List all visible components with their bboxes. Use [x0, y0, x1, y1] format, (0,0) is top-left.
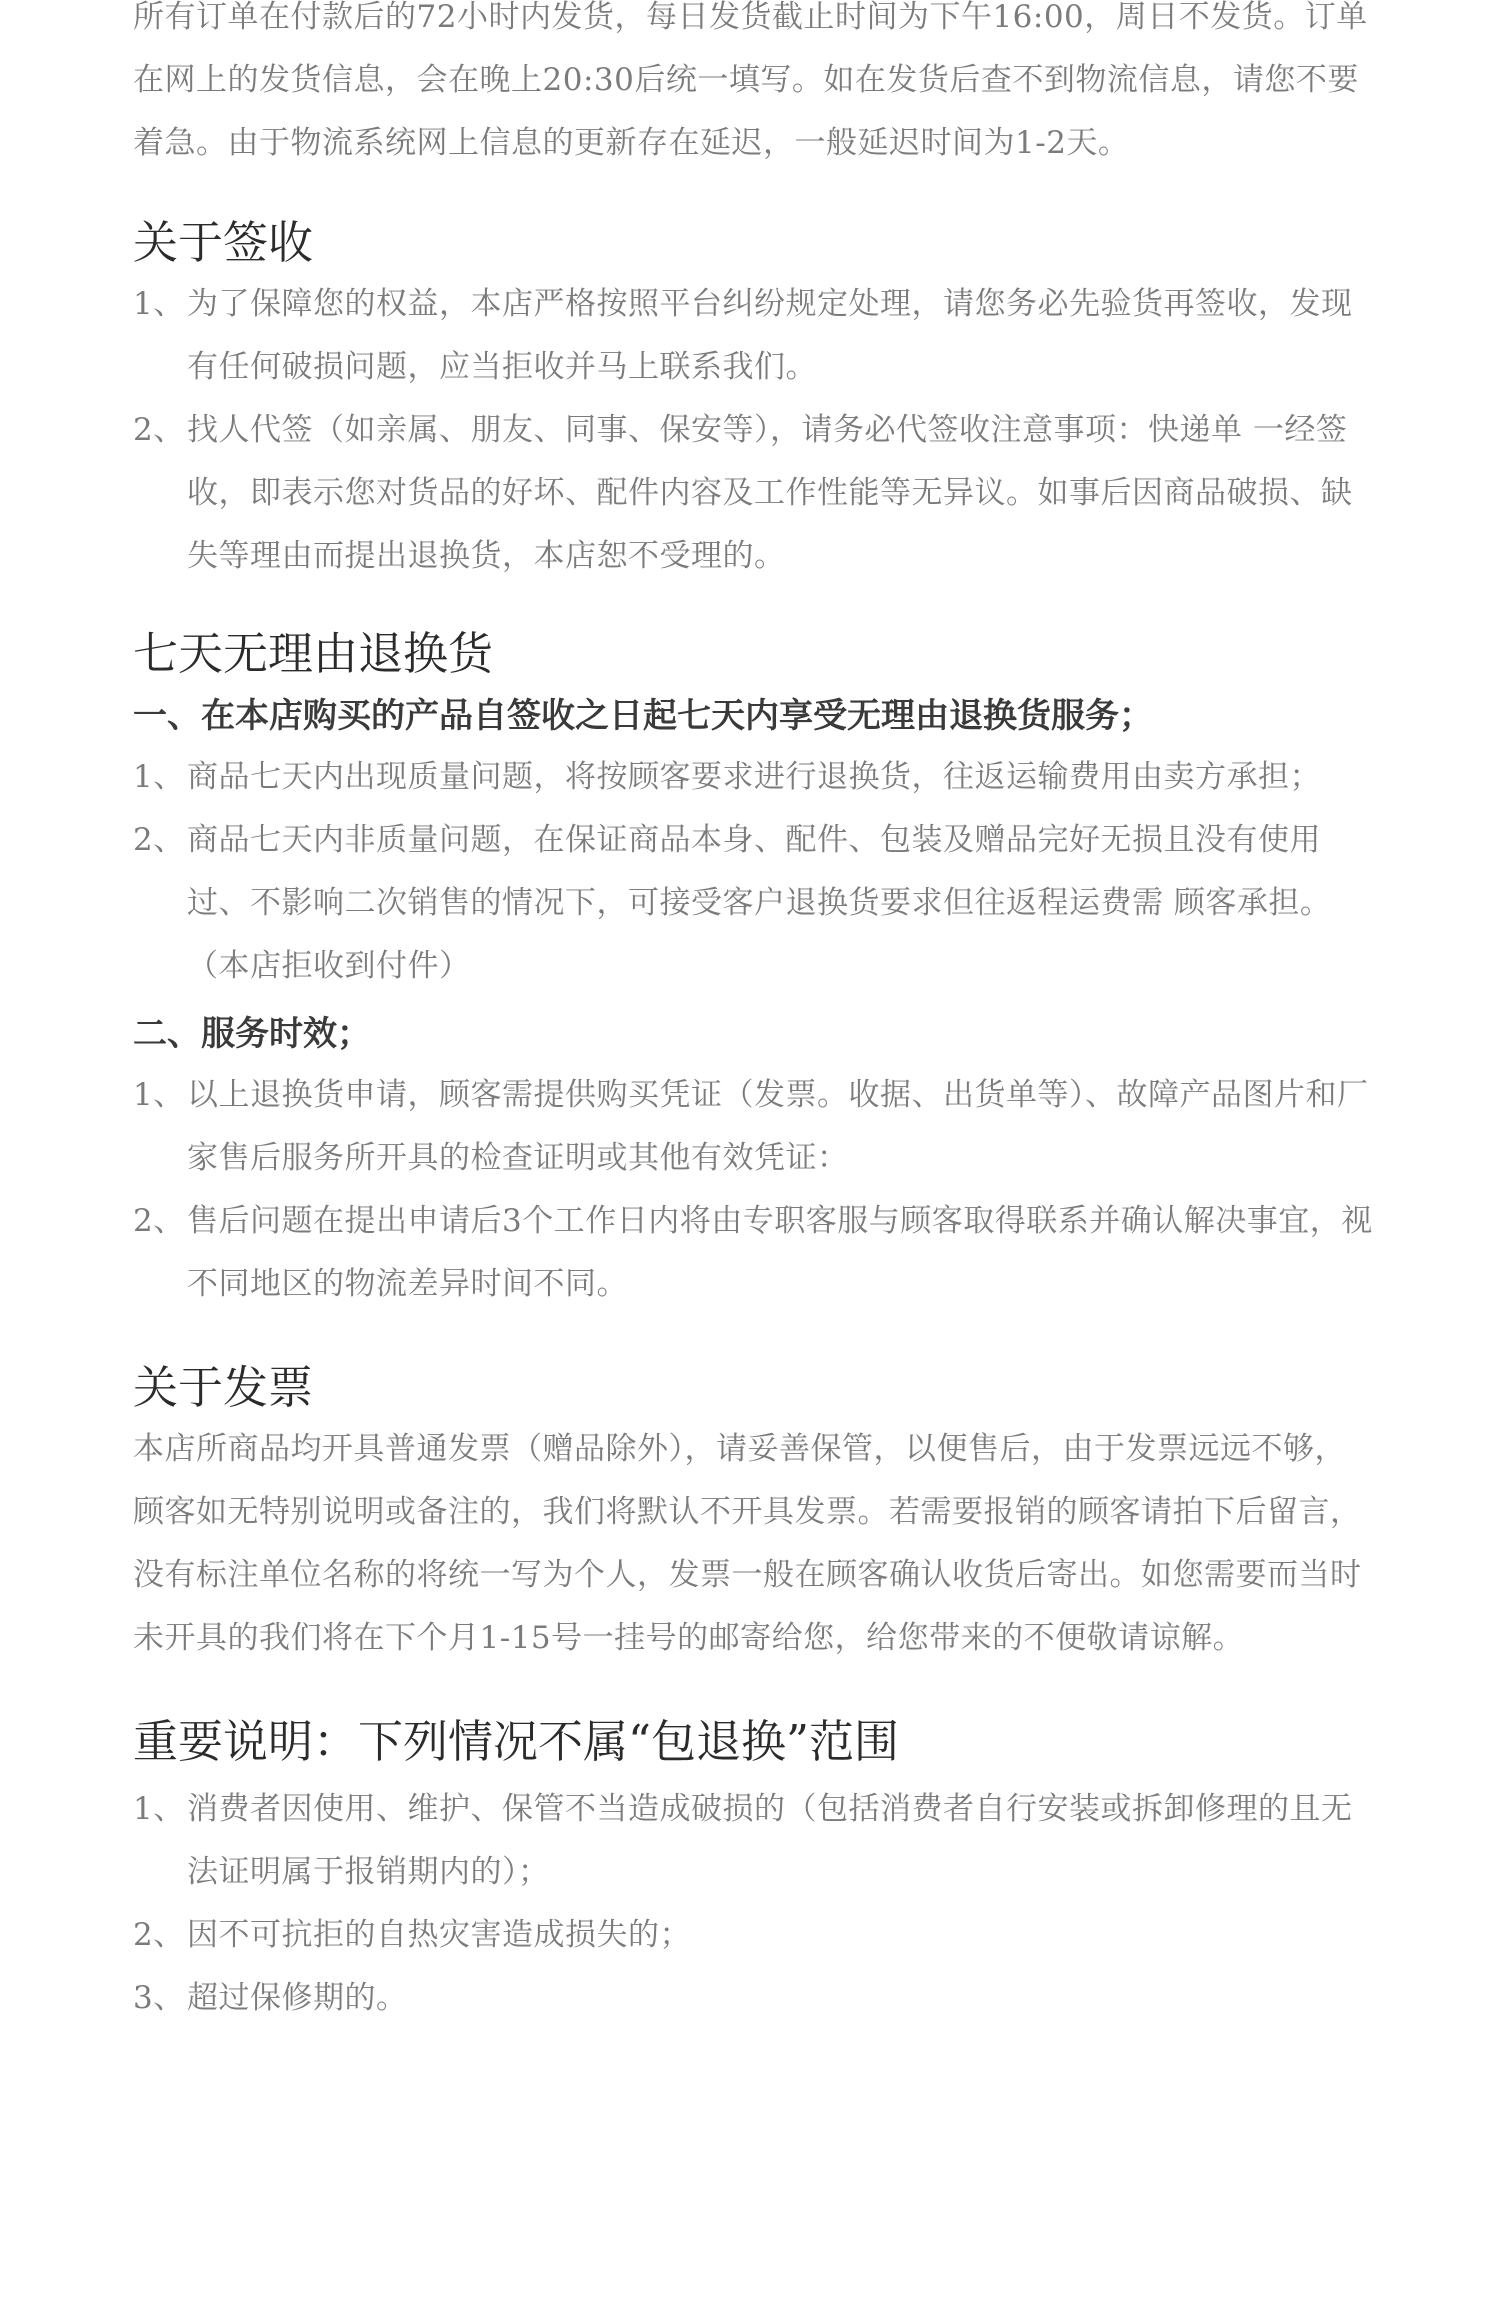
shipping-paragraph: 所有订单在付款后的72小时内发货，每日发货截止时间为下午16:00，周日不发货。订单在网上的发货信息，会在晚上20:30后统一填写。如在发货后查不到物流信息，请您不要着急。由于物流系统网上信息的更新存在延迟，一般延迟时间为1-2天。: [133, 0, 1368, 161]
section-title-returns: 七天无理由退换货: [133, 627, 494, 680]
item-text: 以上退换货申请，顾客需提供购买凭证（发票。收据、出货单等）、故障产品图片和厂家售后服务所开具的检查证明或其他有效凭证：: [187, 1077, 1369, 1176]
list-item: [133, 1064, 1373, 1190]
item-text: 为了保障您的权益，本店严格按照平台纠纷规定处理，请您务必先验货再签收，发现有任何破损问题，应当拒收并马上联系我们。: [187, 286, 1353, 385]
list-item: [133, 1778, 1373, 1904]
returns-list-1: [133, 746, 1373, 998]
item-number: 1、: [133, 1791, 185, 1827]
section-title-invoice: 关于发票: [133, 1361, 314, 1414]
item-number: 2、: [133, 412, 185, 448]
list-item: [133, 1190, 1373, 1316]
list-item: [133, 399, 1373, 588]
list-item: [133, 746, 1373, 809]
returns-subheading-1: 一、在本店购买的产品自签收之日起七天内享受无理由退换货服务；: [133, 696, 1153, 736]
section-title-signing: 关于签收: [133, 216, 314, 269]
returns-list-2: [133, 1064, 1373, 1316]
list-item: [133, 1967, 1373, 2030]
item-text: 售后问题在提出申请后3个工作日内将由专职客服与顾客取得联系并确认解决事宜，视不同地区的物流差异时间不同。: [187, 1203, 1373, 1302]
item-text: 消费者因使用、维护、保管不当造成破损的（包括消费者自行安装或拆卸修理的且无法证明属于报销期内的）；: [187, 1791, 1353, 1890]
list-item: [133, 1904, 1373, 1967]
item-number: 2、: [133, 822, 185, 858]
signing-list: [133, 273, 1373, 588]
item-number: 3、: [133, 1980, 185, 2016]
list-item: [133, 273, 1373, 399]
item-text: 超过保修期的。: [187, 1980, 408, 2016]
section-title-important: 重要说明：下列情况不属“包退换”范围: [133, 1715, 900, 1768]
item-text: 找人代签（如亲属、朋友、同事、保安等），请务必代签收注意事项：快递单 一经签收，即表示您对货品的好坏、配件内容及工作性能等无异议。如事后因商品破损、缺失等理由而提出退换货，本店恕不受理的。: [187, 412, 1353, 574]
item-text: 商品七天内非质量问题，在保证商品本身、配件、包装及赠品完好无损且没有使用过、不影响二次销售的情况下，可接受客户退换货要求但往返程运费需 顾客承担。（本店拒收到付件）: [187, 822, 1332, 984]
invoice-paragraph: 本店所商品均开具普通发票（赠品除外），请妥善保管，以便售后，由于发票远远不够，顾客如无特别说明或备注的，我们将默认不开具发票。若需要报销的顾客请拍下后留言，没有标注单位名称的将统一写为个人，发票一般在顾客确认收货后寄出。如您需要而当时未开具的我们将在下个月1-15号一挂号的邮寄给您，给您带来的不便敬请谅解。: [133, 1431, 1362, 1656]
item-number: 2、: [133, 1917, 185, 1953]
item-number: 1、: [133, 1077, 185, 1113]
item-number: 1、: [133, 286, 185, 322]
item-number: 2、: [133, 1203, 185, 1239]
important-list: [133, 1778, 1373, 2030]
item-number: 1、: [133, 759, 185, 795]
returns-subheading-2: 二、服务时效；: [133, 1014, 371, 1054]
item-text: 商品七天内出现质量问题，将按顾客要求进行退换货，往返运输费用由卖方承担；: [187, 759, 1321, 795]
list-item: [133, 809, 1373, 998]
item-text: 因不可抗拒的自热灾害造成损失的；: [187, 1917, 691, 1953]
content-column: [133, 0, 1373, 2030]
